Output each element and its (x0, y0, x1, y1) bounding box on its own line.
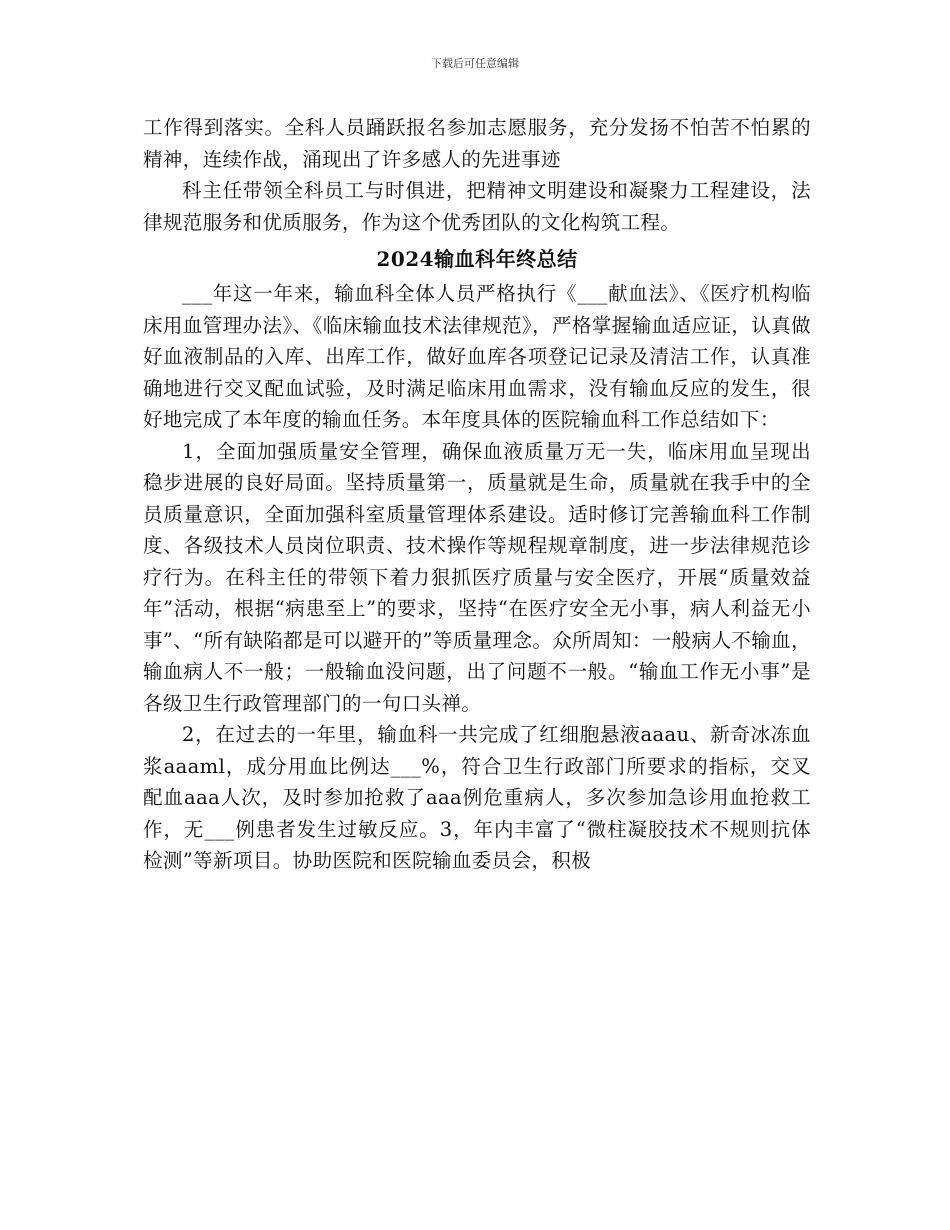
article-title: 2024输血科年终总结 (376, 247, 578, 271)
document-body (143, 112, 811, 877)
article-paragraph-2: 1，全面加强质量安全管理，确保血液质量万无一失，临床用血呈现出稳步进展的良好局面。坚持质量第一，质量就是生命，质量就在我手中的全员质量意识，全面加强科室质量管理体系建设。适时修订完善输血科工作制度、各级技术人员岗位职责、技术操作等规程规章制度，进一步法律规范诊疗行为。在科主任的带领下着力狠抓医疗质量与安全医疗，开展“质量效益年”活动，根据“病患至上”的要求，坚持“在医疗安全无小事，病人利益无小事”、“所有缺陷都是可以避开的”等质量理念。众所周知：一般病人不输血，输血病人不一般；一般输血没问题，出了问题不一般。“输血工作无小事”是各级卫生行政管理部门的一句口头禅。 (143, 439, 811, 715)
page-header-note: 下载后可任意编辑 (431, 57, 519, 70)
intro-paragraph-1: 工作得到落实。全科人员踊跃报名参加志愿服务，充分发扬不怕苦不怕累的精神，连续作战，涌现出了许多感人的先进事迹 (143, 116, 811, 171)
article-paragraph-3: 2，在过去的一年里，输血科一共完成了红细胞悬液aaau、新奇冰冻血浆aaaml，成分用血比例达___%，符合卫生行政部门所要求的指标，交叉配血aaa人次，及时参加抢救了aaa例危重病人，多次参加急诊用血抢救工作，无___例患者发生过敏反应。3，年内丰富了“微柱凝胶技术不规则抗体检测”等新项目。协助医院和医院输血委员会，积极 (143, 723, 811, 872)
article-paragraph-1: ___年这一年来，输血科全体人员严格执行《___献血法》、《医疗机构临床用血管理办法》、《临床输血技术法律规范》，严格掌握输血适应证，认真做好血液制品的入库、出库工作，做好血库各项登记记录及清洁工作，认真准确地进行交叉配血试验，及时满足临床用血需求，没有输血反应的发生，很好地完成了本年度的输血任务。本年度具体的医院输血科工作总结如下： (143, 282, 811, 431)
intro-paragraph-2: 科主任带领全科员工与时俱进，把精神文明建设和凝聚力工程建设，法律规范服务和优质服务，作为这个优秀团队的文化构筑工程。 (143, 179, 811, 234)
